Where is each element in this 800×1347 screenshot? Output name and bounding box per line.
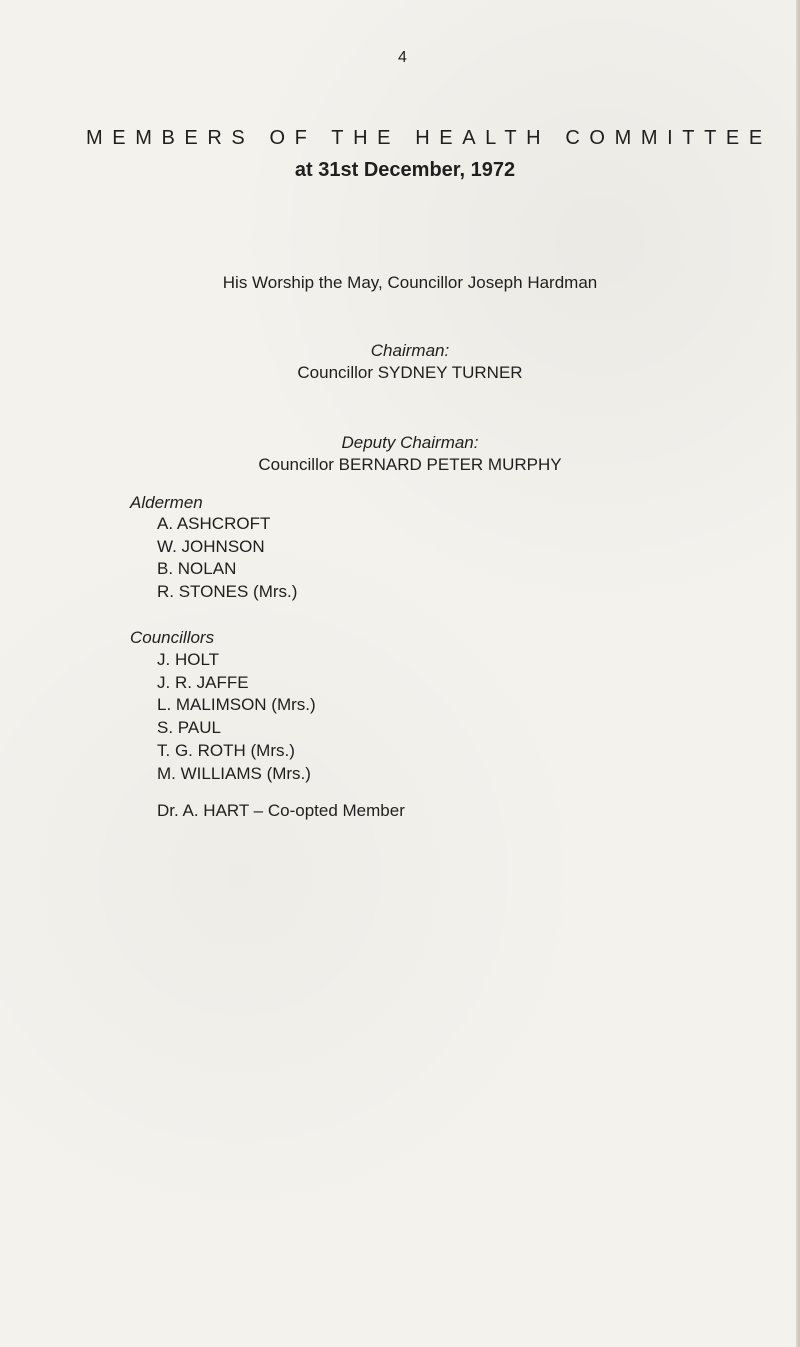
- alderman-item: W. JOHNSON: [157, 536, 265, 556]
- date-subtitle: at 31st December, 1972: [294, 159, 516, 181]
- councillor-item: T. G. ROTH (Mrs.): [157, 740, 295, 760]
- page-number: 4: [398, 49, 407, 66]
- alderman-item: A. ASHCROFT: [157, 514, 271, 533]
- councillor-item: S. PAUL: [157, 718, 221, 738]
- coopted-member: Dr. A. HART – Co-opted Member: [157, 801, 405, 820]
- page-edge: [796, 0, 800, 1347]
- chairman-name: Councillor SYDNEY TURNER: [297, 363, 523, 382]
- councillor-item: J. R. JAFFE: [157, 672, 249, 692]
- aldermen-heading: Aldermen: [130, 493, 203, 512]
- page-title: MEMBERS OF THE HEALTH COMMITTEE: [86, 127, 772, 150]
- aldermen-list: [157, 513, 297, 604]
- councillor-item: J. HOLT: [157, 650, 220, 669]
- chairman-label: Chairman:: [370, 341, 450, 360]
- councillors-heading: Councillors: [130, 628, 215, 647]
- mayor-line: His Worship the May, Councillor Joseph Hardman: [222, 273, 598, 292]
- alderman-item: B. NOLAN: [157, 559, 237, 579]
- councillor-item: L. MALIMSON (Mrs.): [157, 695, 316, 715]
- deputy-chairman-name: Councillor BERNARD PETER MURPHY: [258, 455, 562, 474]
- deputy-chairman-label: Deputy Chairman:: [341, 433, 479, 452]
- alderman-item: R. STONES (Mrs.): [157, 582, 298, 602]
- councillors-list: [157, 649, 316, 785]
- councillor-item: M. WILLIAMS (Mrs.): [157, 763, 311, 783]
